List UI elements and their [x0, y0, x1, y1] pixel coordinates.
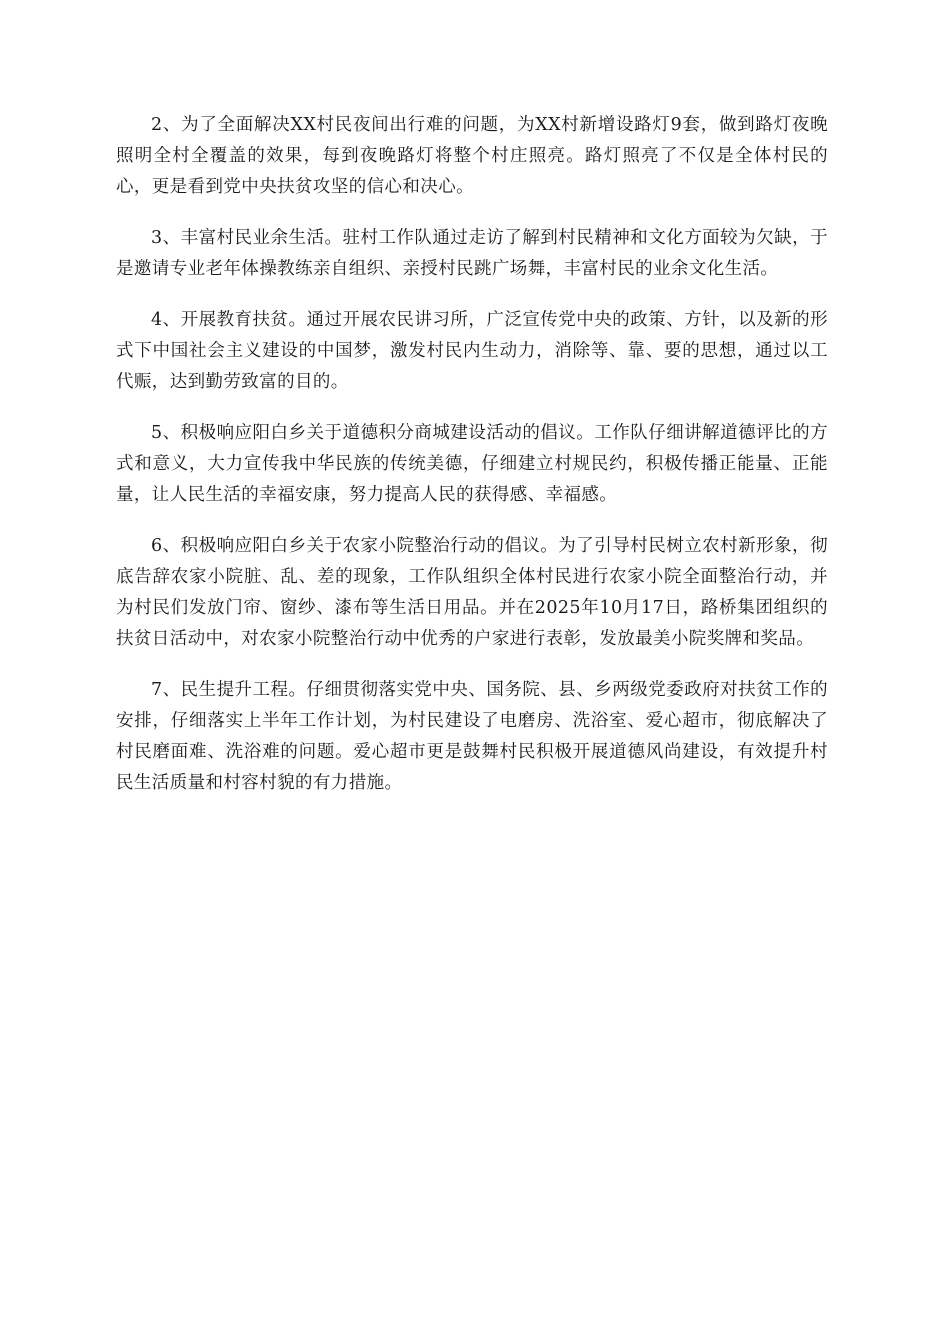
paragraph-4: 4、开展教育扶贫。通过开展农民讲习所，广泛宣传党中央的政策、方针，以及新的形式下中国社会主义建设的中国梦，激发村民内生动力，消除等、靠、要的思想，通过以工代赈，达到勤劳致富的目的。 — [116, 310, 828, 392]
document-body — [116, 110, 828, 819]
paragraph-3: 3、丰富村民业余生活。驻村工作队通过走访了解到村民精神和文化方面较为欠缺，于是邀请专业老年体操教练亲自组织、亲授村民跳广场舞，丰富村民的业余文化生活。 — [116, 228, 828, 279]
paragraph-5: 5、积极响应阳白乡关于道德积分商城建设活动的倡议。工作队仔细讲解道德评比的方式和意义，大力宣传我中华民族的传统美德，仔细建立村规民约，积极传播正能量、正能量，让人民生活的幸福安康，努力提高人民的获得感、幸福感。 — [116, 423, 828, 505]
paragraph-6: 6、积极响应阳白乡关于农家小院整治行动的倡议。为了引导村民树立农村新形象，彻底告辞农家小院脏、乱、差的现象，工作队组织全体村民进行农家小院全面整治行动，并为村民们发放门帘、窗纱、漆布等生活日用品。并在2025年10月17日，路桥集团组织的扶贫日活动中，对农家小院整治行动中优秀的户家进行表彰，发放最美小院奖牌和奖品。 — [116, 536, 828, 649]
paragraph-7: 7、民生提升工程。仔细贯彻落实党中央、国务院、县、乡两级党委政府对扶贫工作的安排，仔细落实上半年工作计划，为村民建设了电磨房、洗浴室、爱心超市，彻底解决了村民磨面难、洗浴难的问题。爱心超市更是鼓舞村民积极开展道德风尚建设，有效提升村民生活质量和村容村貌的有力措施。 — [116, 680, 828, 793]
paragraph-2: 2、为了全面解决XX村民夜间出行难的问题，为XX村新增设路灯9套，做到路灯夜晚照明全村全覆盖的效果，每到夜晚路灯将整个村庄照亮。路灯照亮了不仅是全体村民的心，更是看到党中央扶贫攻坚的信心和决心。 — [116, 115, 828, 197]
